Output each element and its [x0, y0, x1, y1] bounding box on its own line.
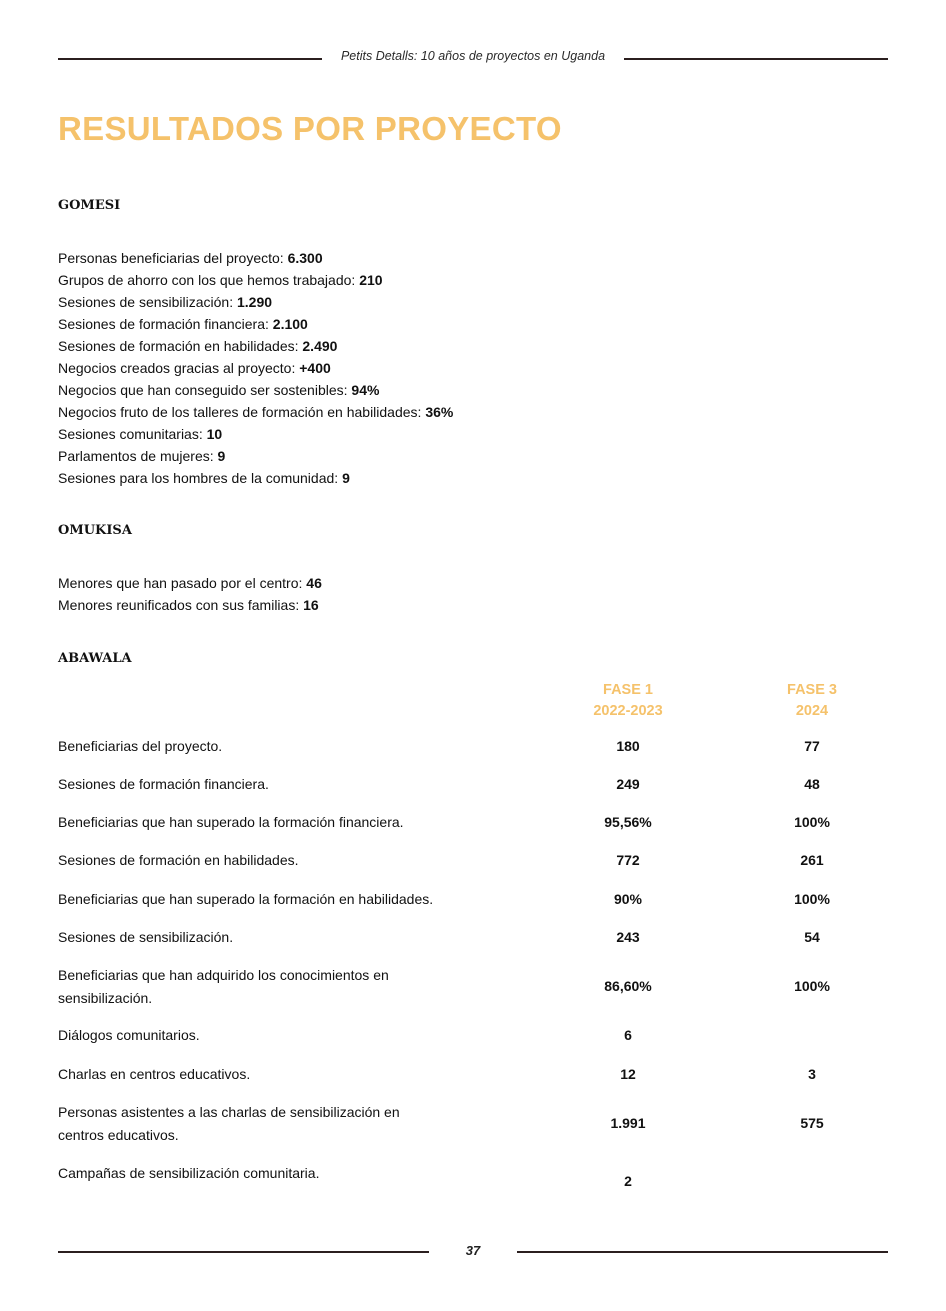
stat-label: Personas beneficiarias del proyecto: [58, 250, 288, 266]
phase-1-value: 2 [624, 1173, 632, 1189]
section-heading-gomesi: GOMESI [58, 198, 121, 213]
phase-3-value: 100% [794, 978, 830, 994]
row-label: Beneficiarias que han adquirido los conocimientos en sensibilización. [58, 967, 389, 1006]
page-title: RESULTADOS POR PROYECTO [58, 110, 562, 147]
list-item [58, 401, 453, 423]
phase-3-name: FASE 3 [787, 682, 837, 698]
phase-3-value: 54 [804, 929, 820, 945]
page-number: 37 [465, 1243, 481, 1258]
phase-3-value: 48 [804, 776, 820, 792]
stat-label: Sesiones para los hombres de la comunidad: [58, 470, 343, 486]
row-label: Campañas de sensibilización comunitaria. [58, 1165, 320, 1181]
running-header: Petits Detalls: 10 años de proyectos en Uganda [340, 49, 606, 63]
list-item [58, 445, 453, 467]
list-item [58, 357, 453, 379]
stat-label: Sesiones de sensibilización: [58, 294, 237, 310]
stat-label: Sesiones de formación financiera: [58, 316, 273, 332]
list-item [58, 423, 453, 445]
phase-3-value: 77 [804, 738, 820, 754]
phase-1-value: 12 [620, 1066, 636, 1082]
section-heading-omukisa: OMUKISA [58, 523, 132, 538]
phase-1-period: 2022-2023 [593, 703, 663, 719]
phase-1-value: 1.991 [610, 1115, 646, 1131]
phase-1-value: 243 [616, 929, 640, 945]
phase-1-value: 95,56% [604, 814, 652, 830]
column-header-phase-1 [548, 680, 708, 722]
phase-1-name: FASE 1 [603, 682, 653, 698]
row-label: Beneficiarias del proyecto. [58, 738, 223, 754]
section-heading-abawala: ABAWALA [58, 651, 132, 666]
phase-3-value: 100% [794, 891, 830, 907]
stat-value: 2.490 [302, 338, 338, 354]
row-label: Sesiones de formación en habilidades. [58, 852, 299, 868]
stat-label: Grupos de ahorro con los que hemos trabajado: [58, 272, 360, 288]
phase-1-value: 249 [616, 776, 640, 792]
stat-value: 2.100 [272, 316, 308, 332]
phase-3-value: 100% [794, 814, 830, 830]
column-header-phase-3 [732, 680, 892, 722]
phase-1-value: 772 [616, 852, 640, 868]
phase-3-value: 261 [800, 852, 824, 868]
stat-label: Parlamentos de mujeres: [58, 448, 218, 464]
row-label: Charlas en centros educativos. [58, 1066, 251, 1082]
phase-3-value: 575 [800, 1115, 824, 1131]
stat-value: 210 [359, 272, 383, 288]
stat-value: +400 [299, 360, 331, 376]
stat-label: Sesiones de formación en habilidades: [58, 338, 303, 354]
row-label: Beneficiarias que han superado la formación en habilidades. [58, 891, 434, 907]
stat-label: Negocios que han conseguido ser sostenibles: [58, 382, 352, 398]
list-item [58, 594, 322, 616]
stat-value: 36% [425, 404, 454, 420]
phase-3-value: 3 [808, 1066, 816, 1082]
list-item [58, 247, 453, 269]
row-label: Beneficiarias que han superado la formación financiera. [58, 814, 404, 830]
list-item [58, 291, 453, 313]
row-label: Sesiones de formación financiera. [58, 776, 269, 792]
stat-value: 46 [306, 575, 322, 591]
stat-label: Menores reunificados con sus familias: [58, 597, 304, 613]
stat-label: Negocios fruto de los talleres de formación en habilidades: [58, 404, 426, 420]
gomesi-stats-list [58, 247, 453, 489]
stat-value: 16 [303, 597, 319, 613]
stat-value: 1.290 [237, 294, 273, 310]
stat-value: 94% [351, 382, 380, 398]
omukisa-stats-list [58, 572, 322, 616]
header-rule-right [624, 58, 888, 60]
stat-value: 6.300 [287, 250, 323, 266]
phase-1-value: 86,60% [604, 978, 652, 994]
phase-1-value: 6 [624, 1027, 632, 1043]
stat-value: 9 [342, 470, 350, 486]
stat-label: Sesiones comunitarias: [58, 426, 207, 442]
list-item [58, 379, 453, 401]
row-label: Sesiones de sensibilización. [58, 929, 234, 945]
list-item [58, 313, 453, 335]
stat-label: Negocios creados gracias al proyecto: [58, 360, 300, 376]
list-item [58, 572, 322, 594]
phase-3-period: 2024 [795, 703, 829, 719]
row-label: Personas asistentes a las charlas de sensibilización en centros educativos. [58, 1104, 400, 1143]
list-item [58, 335, 453, 357]
list-item [58, 467, 453, 489]
phase-1-value: 180 [616, 738, 640, 754]
list-item [58, 269, 453, 291]
stat-value: 9 [217, 448, 226, 464]
phase-1-value: 90% [613, 891, 643, 907]
stat-value: 10 [206, 426, 223, 442]
footer-rule-right [517, 1251, 888, 1253]
row-label: Diálogos comunitarios. [58, 1027, 200, 1043]
stat-label: Menores que han pasado por el centro: [58, 575, 307, 591]
